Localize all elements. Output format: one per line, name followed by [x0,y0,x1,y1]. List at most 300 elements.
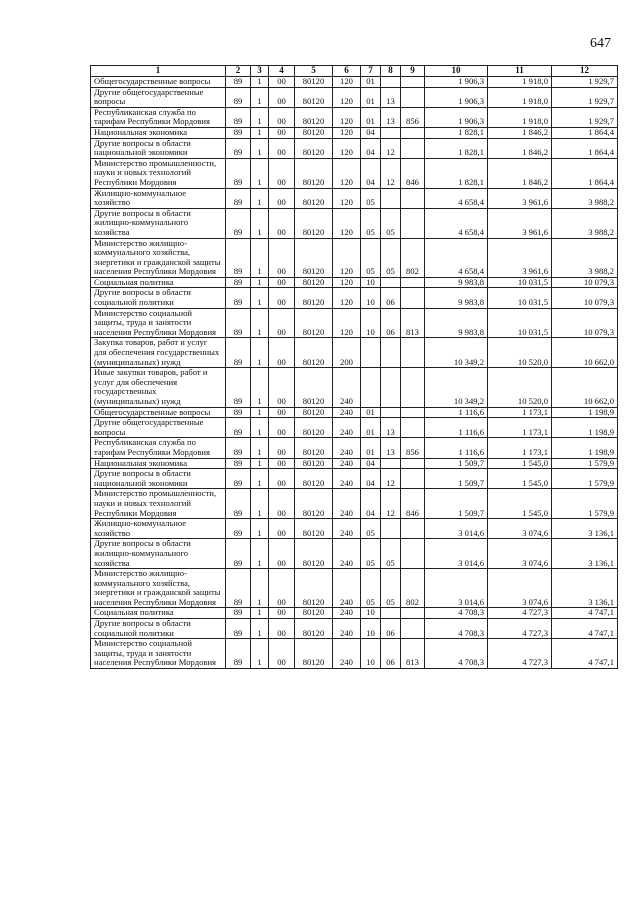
cell-amount-y3: 1 864,4 [552,127,618,138]
cell-program: 80120 [295,438,333,458]
cell-sub1: 1 [251,107,269,127]
cell-chapter: 01 [361,438,381,458]
cell-name: Жилищно-коммунальное хозяйство [91,188,226,208]
cell-chapter: 04 [361,489,381,519]
cell-sub1: 1 [251,639,269,669]
cell-ministry [401,87,425,107]
cell-amount-y3: 1 929,7 [552,107,618,127]
cell-ministry [401,407,425,418]
cell-expense: 240 [333,569,361,608]
cell-amount-y3: 1 864,4 [552,158,618,188]
cell-amount-y1: 9 983,8 [425,277,488,288]
cell-sub2: 00 [269,77,295,88]
cell-expense: 120 [333,208,361,238]
cell-amount-y2: 3 961,6 [488,188,552,208]
cell-program: 80120 [295,639,333,669]
cell-sub2: 00 [269,127,295,138]
cell-amount-y3: 10 079,3 [552,308,618,338]
cell-expense: 240 [333,438,361,458]
cell-chapter: 10 [361,288,381,308]
cell-amount-y2: 1 918,0 [488,107,552,127]
column-header: 10 [425,66,488,77]
column-header: 11 [488,66,552,77]
cell-program: 80120 [295,277,333,288]
cell-amount-y1: 9 983,8 [425,288,488,308]
cell-program: 80120 [295,288,333,308]
cell-sub2: 00 [269,338,295,368]
cell-expense: 240 [333,368,361,407]
cell-amount-y1: 3 014,6 [425,519,488,539]
cell-expense: 120 [333,107,361,127]
cell-ministry: 856 [401,107,425,127]
cell-amount-y1: 4 658,4 [425,188,488,208]
cell-expense: 120 [333,288,361,308]
cell-amount-y3: 1 929,7 [552,77,618,88]
cell-subsection [381,127,401,138]
cell-subsection [381,458,401,469]
cell-ministry [401,519,425,539]
cell-ministry [401,77,425,88]
cell-sub1: 1 [251,368,269,407]
cell-amount-y3: 1 579,9 [552,469,618,489]
cell-name: Министерство социальной защиты, труда и занятости населения Республики Мордовия [91,639,226,669]
table-row [91,519,618,539]
cell-section: 89 [226,569,251,608]
cell-sub2: 00 [269,539,295,569]
cell-expense: 120 [333,138,361,158]
cell-program: 80120 [295,539,333,569]
cell-subsection [381,519,401,539]
cell-subsection: 06 [381,288,401,308]
table-row [91,158,618,188]
cell-chapter: 10 [361,608,381,619]
cell-sub1: 1 [251,569,269,608]
cell-expense: 120 [333,87,361,107]
cell-chapter: 05 [361,539,381,569]
cell-expense: 200 [333,338,361,368]
column-header: 3 [251,66,269,77]
cell-subsection [381,338,401,368]
cell-chapter: 05 [361,238,381,277]
cell-sub2: 00 [269,418,295,438]
cell-section: 89 [226,458,251,469]
cell-name: Общегосударственные вопросы [91,77,226,88]
cell-amount-y3: 3 136,1 [552,569,618,608]
cell-sub2: 00 [269,188,295,208]
cell-section: 89 [226,519,251,539]
cell-ministry: 856 [401,438,425,458]
cell-amount-y2: 1 846,2 [488,127,552,138]
cell-name: Жилищно-коммунальное хозяйство [91,519,226,539]
cell-expense: 240 [333,458,361,469]
cell-amount-y1: 4 658,4 [425,208,488,238]
cell-name: Министерство жилищно-коммунального хозяйства, энергетики и гражданской защиты населения Республики Мордовия [91,569,226,608]
table-row [91,418,618,438]
cell-sub2: 00 [269,368,295,407]
cell-amount-y1: 3 014,6 [425,569,488,608]
cell-sub1: 1 [251,188,269,208]
cell-sub1: 1 [251,127,269,138]
cell-sub1: 1 [251,489,269,519]
cell-chapter: 01 [361,418,381,438]
cell-subsection: 05 [381,208,401,238]
cell-program: 80120 [295,418,333,438]
cell-expense: 120 [333,238,361,277]
cell-amount-y2: 1 918,0 [488,77,552,88]
cell-amount-y2: 1 918,0 [488,87,552,107]
cell-section: 89 [226,277,251,288]
cell-expense: 240 [333,539,361,569]
cell-section: 89 [226,208,251,238]
cell-amount-y3: 1 579,9 [552,458,618,469]
cell-sub2: 00 [269,569,295,608]
cell-subsection: 13 [381,107,401,127]
cell-program: 80120 [295,458,333,469]
cell-amount-y2: 1 173,1 [488,418,552,438]
header-row [91,66,618,77]
cell-chapter: 04 [361,458,381,469]
cell-amount-y2: 1 846,2 [488,158,552,188]
column-header: 6 [333,66,361,77]
cell-ministry: 802 [401,569,425,608]
cell-sub2: 00 [269,438,295,458]
cell-name: Национальная экономика [91,127,226,138]
cell-ministry: 802 [401,238,425,277]
table-row [91,458,618,469]
cell-amount-y1: 1 509,7 [425,458,488,469]
cell-amount-y2: 1 545,0 [488,469,552,489]
cell-sub2: 00 [269,158,295,188]
cell-sub2: 00 [269,458,295,469]
column-header: 12 [552,66,618,77]
cell-program: 80120 [295,208,333,238]
cell-program: 80120 [295,368,333,407]
cell-amount-y1: 4 708,3 [425,639,488,669]
cell-subsection: 12 [381,158,401,188]
cell-sub2: 00 [269,308,295,338]
cell-amount-y2: 1 545,0 [488,458,552,469]
cell-amount-y3: 10 079,3 [552,277,618,288]
cell-amount-y2: 10 520,0 [488,338,552,368]
cell-amount-y2: 10 031,5 [488,277,552,288]
cell-name: Общегосударственные вопросы [91,407,226,418]
cell-amount-y1: 1 116,6 [425,438,488,458]
cell-name: Национальная экономика [91,458,226,469]
cell-chapter: 10 [361,639,381,669]
cell-chapter: 05 [361,208,381,238]
table-row [91,138,618,158]
cell-subsection: 13 [381,87,401,107]
cell-section: 89 [226,238,251,277]
cell-program: 80120 [295,87,333,107]
table-row [91,608,618,619]
cell-name: Другие вопросы в области социальной политики [91,619,226,639]
cell-sub1: 1 [251,338,269,368]
cell-section: 89 [226,188,251,208]
cell-expense: 240 [333,407,361,418]
cell-amount-y1: 1 116,6 [425,407,488,418]
cell-sub2: 00 [269,288,295,308]
cell-amount-y1: 4 658,4 [425,238,488,277]
cell-section: 89 [226,158,251,188]
cell-chapter: 01 [361,107,381,127]
cell-chapter: 04 [361,138,381,158]
cell-program: 80120 [295,338,333,368]
cell-amount-y3: 3 136,1 [552,519,618,539]
cell-section: 89 [226,77,251,88]
cell-amount-y2: 1 846,2 [488,138,552,158]
cell-program: 80120 [295,569,333,608]
cell-chapter: 10 [361,277,381,288]
cell-program: 80120 [295,127,333,138]
cell-section: 89 [226,138,251,158]
cell-amount-y1: 1 116,6 [425,418,488,438]
cell-amount-y2: 4 727,3 [488,619,552,639]
cell-amount-y2: 3 961,6 [488,208,552,238]
cell-name: Иные закупки товаров, работ и услуг для обеспечения государственных (муниципальных) нужд [91,368,226,407]
column-header: 1 [91,66,226,77]
cell-expense: 120 [333,77,361,88]
cell-amount-y1: 10 349,2 [425,368,488,407]
cell-section: 89 [226,608,251,619]
cell-amount-y1: 3 014,6 [425,539,488,569]
cell-section: 89 [226,87,251,107]
table-row [91,619,618,639]
cell-amount-y2: 3 074,6 [488,539,552,569]
cell-subsection: 06 [381,619,401,639]
cell-chapter: 01 [361,407,381,418]
cell-program: 80120 [295,519,333,539]
cell-section: 89 [226,438,251,458]
column-header: 9 [401,66,425,77]
cell-section: 89 [226,338,251,368]
cell-chapter: 05 [361,569,381,608]
cell-name: Республиканская служба по тарифам Республики Мордовия [91,438,226,458]
cell-ministry [401,188,425,208]
cell-ministry [401,277,425,288]
cell-expense: 120 [333,127,361,138]
cell-sub1: 1 [251,619,269,639]
table-row [91,127,618,138]
cell-amount-y3: 4 747,1 [552,619,618,639]
cell-amount-y3: 10 662,0 [552,338,618,368]
cell-amount-y3: 4 747,1 [552,608,618,619]
table-row [91,77,618,88]
cell-ministry [401,418,425,438]
cell-program: 80120 [295,608,333,619]
cell-section: 89 [226,639,251,669]
cell-sub2: 00 [269,489,295,519]
cell-sub1: 1 [251,308,269,338]
cell-ministry [401,368,425,407]
cell-amount-y3: 1 198,9 [552,418,618,438]
cell-chapter: 05 [361,188,381,208]
cell-sub1: 1 [251,539,269,569]
cell-amount-y3: 1 929,7 [552,87,618,107]
cell-section: 89 [226,308,251,338]
cell-amount-y2: 1 173,1 [488,438,552,458]
cell-sub1: 1 [251,87,269,107]
cell-program: 80120 [295,138,333,158]
cell-amount-y3: 3 988,2 [552,208,618,238]
table-row [91,277,618,288]
cell-expense: 120 [333,308,361,338]
cell-amount-y2: 4 727,3 [488,608,552,619]
cell-amount-y1: 1 828,1 [425,127,488,138]
cell-program: 80120 [295,158,333,188]
cell-amount-y3: 3 988,2 [552,238,618,277]
cell-subsection [381,368,401,407]
cell-name: Закупка товаров, работ и услуг для обеспечения государственных (муниципальных) нужд [91,338,226,368]
cell-program: 80120 [295,77,333,88]
cell-chapter: 01 [361,87,381,107]
cell-name: Социальная политика [91,277,226,288]
cell-subsection: 13 [381,418,401,438]
cell-amount-y1: 1 906,3 [425,107,488,127]
cell-subsection [381,188,401,208]
cell-chapter: 04 [361,469,381,489]
cell-section: 89 [226,539,251,569]
cell-section: 89 [226,407,251,418]
cell-ministry [401,127,425,138]
cell-subsection: 05 [381,238,401,277]
cell-sub2: 00 [269,277,295,288]
cell-sub2: 00 [269,519,295,539]
cell-sub1: 1 [251,608,269,619]
cell-chapter: 01 [361,77,381,88]
budget-table [90,65,618,669]
cell-expense: 240 [333,418,361,438]
cell-expense: 240 [333,519,361,539]
cell-amount-y1: 4 708,3 [425,619,488,639]
cell-sub1: 1 [251,208,269,238]
cell-amount-y1: 1 906,3 [425,77,488,88]
table-row [91,407,618,418]
cell-amount-y2: 4 727,3 [488,639,552,669]
cell-amount-y2: 3 074,6 [488,519,552,539]
cell-ministry [401,458,425,469]
cell-sub2: 00 [269,238,295,277]
cell-name: Министерство промышленности, науки и новых технологий Республики Мордовия [91,489,226,519]
table-row [91,639,618,669]
cell-program: 80120 [295,188,333,208]
cell-sub1: 1 [251,138,269,158]
cell-amount-y3: 1 198,9 [552,407,618,418]
cell-subsection: 05 [381,539,401,569]
cell-ministry [401,539,425,569]
cell-amount-y3: 3 136,1 [552,539,618,569]
cell-amount-y3: 3 988,2 [552,188,618,208]
cell-program: 80120 [295,308,333,338]
cell-amount-y2: 10 520,0 [488,368,552,407]
cell-chapter: 10 [361,308,381,338]
cell-name: Другие вопросы в области социальной политики [91,288,226,308]
table-row [91,338,618,368]
cell-section: 89 [226,107,251,127]
cell-expense: 240 [333,469,361,489]
cell-ministry: 813 [401,308,425,338]
cell-program: 80120 [295,469,333,489]
cell-section: 89 [226,288,251,308]
cell-amount-y1: 1 906,3 [425,87,488,107]
cell-ministry: 813 [401,639,425,669]
cell-ministry [401,469,425,489]
cell-program: 80120 [295,107,333,127]
cell-ministry [401,608,425,619]
cell-sub1: 1 [251,238,269,277]
page-number: 647 [590,36,611,51]
cell-name: Другие вопросы в области национальной экономики [91,469,226,489]
cell-chapter [361,338,381,368]
cell-subsection [381,608,401,619]
cell-sub2: 00 [269,208,295,238]
cell-name: Республиканская служба по тарифам Республики Мордовия [91,107,226,127]
cell-name: Министерство промышленности, науки и новых технологий Республики Мордовия [91,158,226,188]
cell-expense: 120 [333,158,361,188]
table-row [91,87,618,107]
cell-amount-y2: 3 074,6 [488,569,552,608]
cell-amount-y3: 10 079,3 [552,288,618,308]
cell-amount-y1: 1 509,7 [425,469,488,489]
cell-program: 80120 [295,619,333,639]
cell-sub1: 1 [251,407,269,418]
column-header: 5 [295,66,333,77]
table-row [91,288,618,308]
cell-ministry [401,208,425,238]
cell-ministry: 846 [401,489,425,519]
cell-expense: 120 [333,277,361,288]
cell-amount-y3: 1 579,9 [552,489,618,519]
cell-sub1: 1 [251,469,269,489]
table-row [91,308,618,338]
cell-name: Министерство социальной защиты, труда и занятости населения Республики Мордовия [91,308,226,338]
cell-amount-y1: 9 983,8 [425,308,488,338]
cell-expense: 240 [333,608,361,619]
cell-sub1: 1 [251,77,269,88]
cell-ministry [401,288,425,308]
table-row [91,489,618,519]
cell-section: 89 [226,489,251,519]
column-header: 4 [269,66,295,77]
cell-program: 80120 [295,238,333,277]
cell-name: Другие вопросы в области национальной экономики [91,138,226,158]
cell-subsection: 05 [381,569,401,608]
cell-chapter: 04 [361,158,381,188]
table-row [91,539,618,569]
table-row [91,569,618,608]
cell-subsection: 12 [381,469,401,489]
table-row [91,107,618,127]
cell-amount-y2: 10 031,5 [488,288,552,308]
cell-name: Министерство жилищно-коммунального хозяйства, энергетики и гражданской защиты населения Республики Мордовия [91,238,226,277]
cell-subsection: 12 [381,138,401,158]
table-row [91,188,618,208]
cell-sub2: 00 [269,138,295,158]
cell-chapter: 05 [361,519,381,539]
cell-sub1: 1 [251,277,269,288]
cell-sub2: 00 [269,639,295,669]
cell-name: Другие вопросы в области жилищно-коммунального хозяйства [91,539,226,569]
cell-section: 89 [226,619,251,639]
cell-expense: 120 [333,188,361,208]
cell-expense: 240 [333,639,361,669]
cell-sub2: 00 [269,107,295,127]
cell-section: 89 [226,127,251,138]
cell-name: Другие общегосударственные вопросы [91,418,226,438]
table-row [91,238,618,277]
cell-amount-y2: 10 031,5 [488,308,552,338]
cell-ministry [401,338,425,368]
